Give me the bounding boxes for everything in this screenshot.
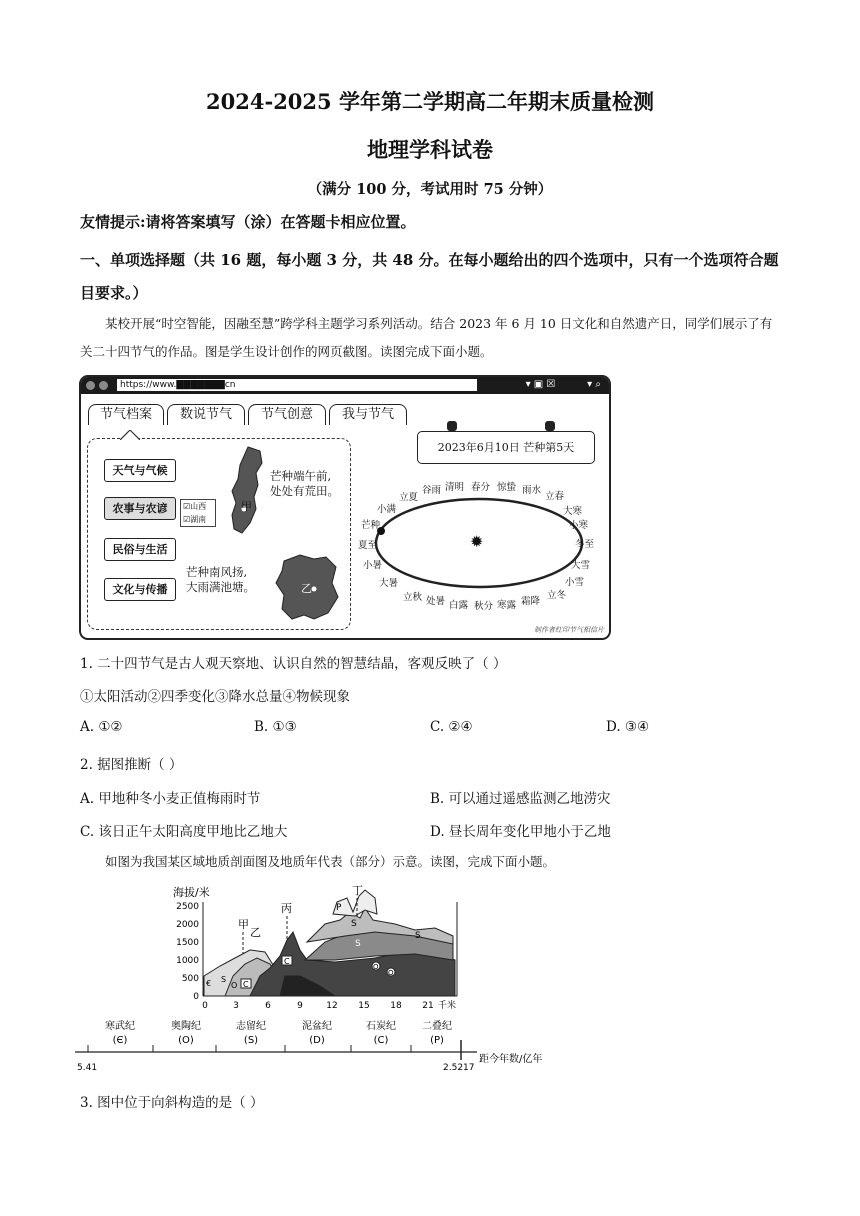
- term-label: 雨水: [522, 485, 542, 496]
- x-unit: 千米: [438, 1001, 457, 1011]
- x-tick: 12: [326, 1001, 338, 1011]
- period-name: 泥盆纪: [302, 1021, 332, 1032]
- pointer-arrow-icon: [120, 430, 140, 440]
- culture-button: 文化与传播: [104, 578, 176, 601]
- question-1-sub: ①太阳活动②四季变化③降水总量④物候现象: [80, 689, 350, 705]
- timeline-unit: 距今年数/亿年: [479, 1054, 543, 1065]
- timeline-end: 2.5217: [443, 1063, 475, 1073]
- y-tick: 2000: [176, 920, 199, 930]
- x-tick: 18: [390, 1001, 402, 1011]
- y-axis-label: 海拔/米: [173, 886, 210, 899]
- stratum-label: S: [355, 939, 361, 949]
- term-label: 大暑: [379, 578, 399, 589]
- term-label: 立秋: [403, 592, 423, 603]
- term-label: 立春: [545, 491, 565, 502]
- section-heading: 一、单项选择题（共 16 题，每小题 3 分，共 48 分。在每小题给出的四个选项中，只有一个选项符合题目要求。）: [80, 251, 779, 302]
- saying-jia-line: 芒种端午前,: [270, 469, 332, 483]
- checkbox-shanxi: ☑山西: [183, 502, 207, 511]
- weather-button: 天气与气候: [104, 459, 176, 482]
- geology-section: [75, 880, 575, 1080]
- province-checkboxes: [180, 499, 216, 527]
- stratum-label: O: [373, 963, 379, 971]
- friendly-tip: 友情提示:请将答案填写（涂）在答题卡相应位置。: [80, 213, 416, 231]
- term-label: 清明: [445, 482, 465, 493]
- x-tick: 3: [233, 1001, 239, 1011]
- webpage-figure: [79, 375, 611, 640]
- period-code: (S): [243, 1035, 259, 1046]
- term-label: 大寒: [563, 506, 583, 517]
- passage-1: 某校开展“时空智能，因融至慧”跨学科主题学习系列活动。结合 2023 年 6 月 10 日文化和自然遗产日，同学们展示了有关二十四节气的作品。图是学生设计创作的网页截图。读图完成下面小题。: [80, 316, 773, 359]
- nav-panel: [87, 438, 351, 630]
- saying-yi-line: 大雨满池塘。: [186, 580, 255, 594]
- term-label: 谷雨: [422, 485, 442, 496]
- q1-option-a: A. ①②: [80, 719, 123, 735]
- tab-data: 数说节气: [167, 404, 245, 425]
- tab-archive: 节气档案: [88, 404, 164, 425]
- term-label: 立夏: [399, 492, 419, 503]
- stratum-label: P: [336, 903, 342, 913]
- saying-jia-line: 处处有荒田。: [270, 484, 339, 498]
- term-label: 霜降: [521, 596, 541, 607]
- q2-option-c: C. 该日正午太阳高度甲地比乙地大: [80, 824, 288, 840]
- period-code: (Є): [112, 1035, 128, 1046]
- exam-note: （满分 100 分，考试用时 75 分钟）: [307, 181, 553, 198]
- period-code: (C): [373, 1035, 389, 1046]
- term-label: 芒种: [361, 520, 381, 531]
- stratum-label: S: [221, 975, 227, 984]
- term-label: 立冬: [547, 590, 567, 601]
- custom-button: 民俗与生活: [104, 538, 176, 561]
- label-jia: 甲: [241, 500, 252, 513]
- label-bing: 丙: [281, 902, 292, 915]
- term-label: 大雪: [571, 560, 591, 571]
- term-label: 小暑: [363, 560, 383, 571]
- q2-option-a: A. 甲地种冬小麦正值梅雨时节: [80, 791, 261, 807]
- stratum-label: O: [231, 981, 238, 990]
- label-yi: 乙: [250, 926, 261, 939]
- period-name: 石炭纪: [366, 1021, 396, 1032]
- x-tick: 21: [422, 1001, 434, 1011]
- y-tick: 500: [181, 974, 199, 984]
- stratum-label: S: [351, 919, 357, 929]
- term-label: 处暑: [426, 596, 446, 607]
- label-jia: 甲: [238, 918, 249, 931]
- window-dot-icon: [86, 381, 95, 390]
- term-label: 小满: [377, 504, 397, 515]
- tab-creative: 节气创意: [248, 404, 326, 425]
- x-tick: 0: [202, 1001, 208, 1011]
- exam-title: 2024-2025 学年第二学期高二年期末质量检测: [206, 89, 654, 114]
- timeline-start: 5.41: [77, 1063, 98, 1073]
- tab-me: 我与节气: [329, 404, 407, 425]
- browser-url-bar: [81, 377, 609, 394]
- stratum-label: O: [388, 969, 394, 977]
- image-credit: 制作者红印节气相信片: [534, 626, 604, 634]
- saying-yi-line: 芒种南风扬,: [186, 565, 248, 579]
- stratum-label: €: [206, 979, 212, 988]
- y-tick: 1500: [176, 938, 199, 948]
- period-name: 奥陶纪: [171, 1021, 201, 1032]
- shanxi-map: [226, 445, 268, 535]
- period-code: (D): [309, 1035, 325, 1046]
- checkbox-hunan: ☑湖南: [183, 515, 207, 524]
- label-yi: 乙: [301, 582, 312, 595]
- q2-option-d: D. 昼长周年变化甲地小于乙地: [430, 824, 611, 840]
- period-code: (P): [430, 1035, 444, 1046]
- y-tick: 2500: [176, 902, 199, 912]
- x-tick: 6: [265, 1001, 271, 1011]
- term-label: 惊蛰: [497, 482, 517, 493]
- stratum-label: C: [284, 957, 290, 966]
- period-name: 寒武纪: [105, 1021, 135, 1032]
- url-field: https://www.▇▇▇▇▇▇▇cn: [117, 379, 477, 391]
- subject-title: 地理学科试卷: [367, 137, 493, 162]
- term-label: 春分: [471, 482, 491, 493]
- term-label: 白露: [449, 600, 469, 611]
- term-label: 寒露: [497, 600, 517, 611]
- question-1-stem: 1. 二十四节气是古人观天察地、认识自然的智慧结晶，客观反映了（ ）: [80, 656, 507, 672]
- q2-option-b: B. 可以通过遥感监测乙地涝灾: [430, 791, 611, 807]
- saying-jia: [270, 469, 339, 499]
- q1-option-c: C. ②④: [430, 719, 473, 735]
- term-label: 夏至: [358, 540, 378, 551]
- q1-option-d: D. ③④: [606, 719, 650, 735]
- stratum-label: S: [415, 931, 421, 941]
- term-label: 小雪: [565, 577, 585, 588]
- term-label: 小寒: [569, 520, 589, 531]
- period-name: 志留纪: [236, 1021, 266, 1032]
- passage-2: 如图为我国某区域地质剖面图及地质年代表（部分）示意。读图，完成下面小题。: [105, 854, 556, 869]
- farming-button: 农事与农谚: [104, 497, 176, 520]
- saying-yi: [186, 565, 255, 595]
- label-ding: 丁: [352, 884, 363, 897]
- x-tick: 9: [297, 1001, 303, 1011]
- sun-icon: ✹: [470, 532, 484, 551]
- period-code: (O): [178, 1035, 194, 1046]
- question-2-stem: 2. 据图推断（ ）: [80, 757, 183, 773]
- stratum-label: C: [243, 980, 249, 989]
- y-tick: 1000: [176, 956, 199, 966]
- window-dot-icon: [99, 381, 108, 390]
- y-tick: 0: [193, 992, 199, 1002]
- term-label: 秋分: [474, 601, 494, 612]
- period-name: 二叠纪: [422, 1021, 452, 1032]
- term-label: 冬至: [575, 539, 595, 550]
- browser-controls-icon: ▾ ▣ ☒ ▾ ⌕: [525, 379, 601, 390]
- x-tick: 15: [358, 1001, 370, 1011]
- calendar-date: 2023年6月10日 芒种第5天: [417, 431, 595, 464]
- question-3-stem: 3. 图中位于向斜构造的是（ ）: [80, 1095, 264, 1111]
- q1-option-b: B. ①③: [254, 719, 297, 735]
